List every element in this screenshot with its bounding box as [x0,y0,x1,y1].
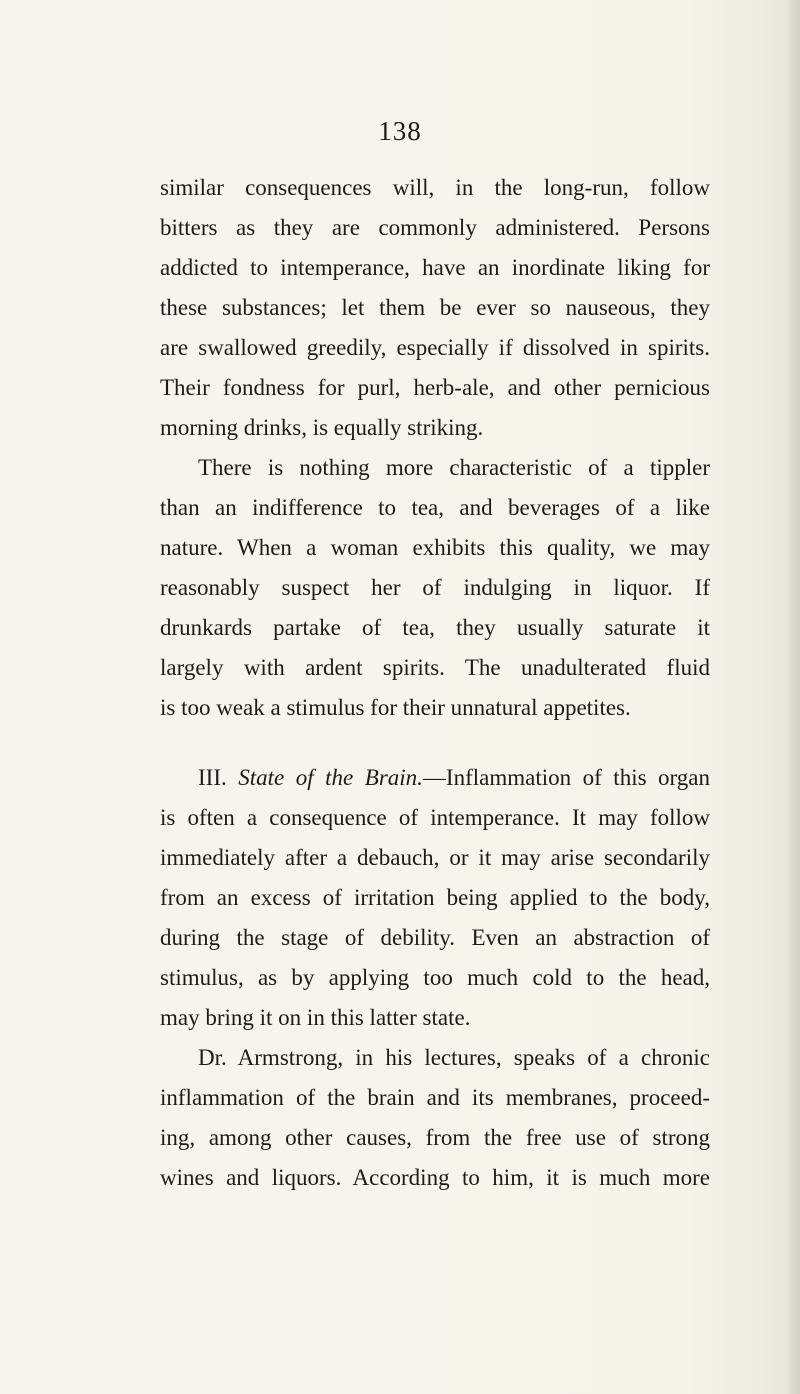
section-gap [160,728,710,758]
text-line: largely with ardent spirits. The unadulterated fluid [160,655,710,680]
text-line: may bring it on in this latter state. [160,1005,471,1030]
text-line: these substances; let them be ever so nauseous, they [160,295,710,320]
text-line: reasonably suspect her of indulging in liquor. If [160,575,710,600]
body-text [160,168,710,1198]
section-heading-line [160,758,710,798]
text-line: are swallowed greedily, especially if dissolved in spirits. [160,335,710,360]
text-line: Dr. Armstrong, in his lectures, speaks of a chronic [198,1045,710,1070]
text-line: than an indifference to tea, and beverages of a like [160,495,710,520]
text-line: is often a consequence of intemperance. It may follow [160,805,710,830]
section-number: III. [198,765,227,790]
section-heading-rest: —Inflammation of this organ [422,765,710,790]
section-title: State of the Brain. [238,765,423,790]
text-line: morning drinks, is equally striking. [160,415,484,440]
text-line: from an excess of irritation being applied to the body, [160,885,710,910]
text-line: immediately after a debauch, or it may arise secondarily [160,845,710,870]
text-line: drunkards partake of tea, they usually saturate it [160,615,710,640]
text-line: wines and liquors. According to him, it is much more [160,1165,710,1190]
paragraph-1 [160,168,710,448]
text-line: stimulus, as by applying too much cold to the head, [160,965,710,990]
text-line: is too weak a stimulus for their unnatural appetites. [160,695,631,720]
text-line: nature. When a woman exhibits this quality, we may [160,535,710,560]
text-line: Their fondness for purl, herb-ale, and other pernicious [160,375,710,400]
page-number: 138 [378,116,422,146]
text-line: similar consequences will, in the long-run, follow [160,175,710,200]
text-line: ing, among other causes, from the free use of strong [160,1125,710,1150]
text-line: inflammation of the brain and its membranes, proceed- [160,1085,710,1110]
paragraph-4 [160,1038,710,1198]
text-line: There is nothing more characteristic of a tippler [198,455,710,480]
page-edge-shadow [786,0,800,1394]
text-line: addicted to intemperance, have an inordinate liking for [160,255,710,280]
text-line: bitters as they are commonly administered. Persons [160,215,710,240]
text-line: during the stage of debility. Even an abstraction of [160,925,710,950]
paragraph-3-section-brain [160,758,710,1038]
paragraph-2 [160,448,710,728]
